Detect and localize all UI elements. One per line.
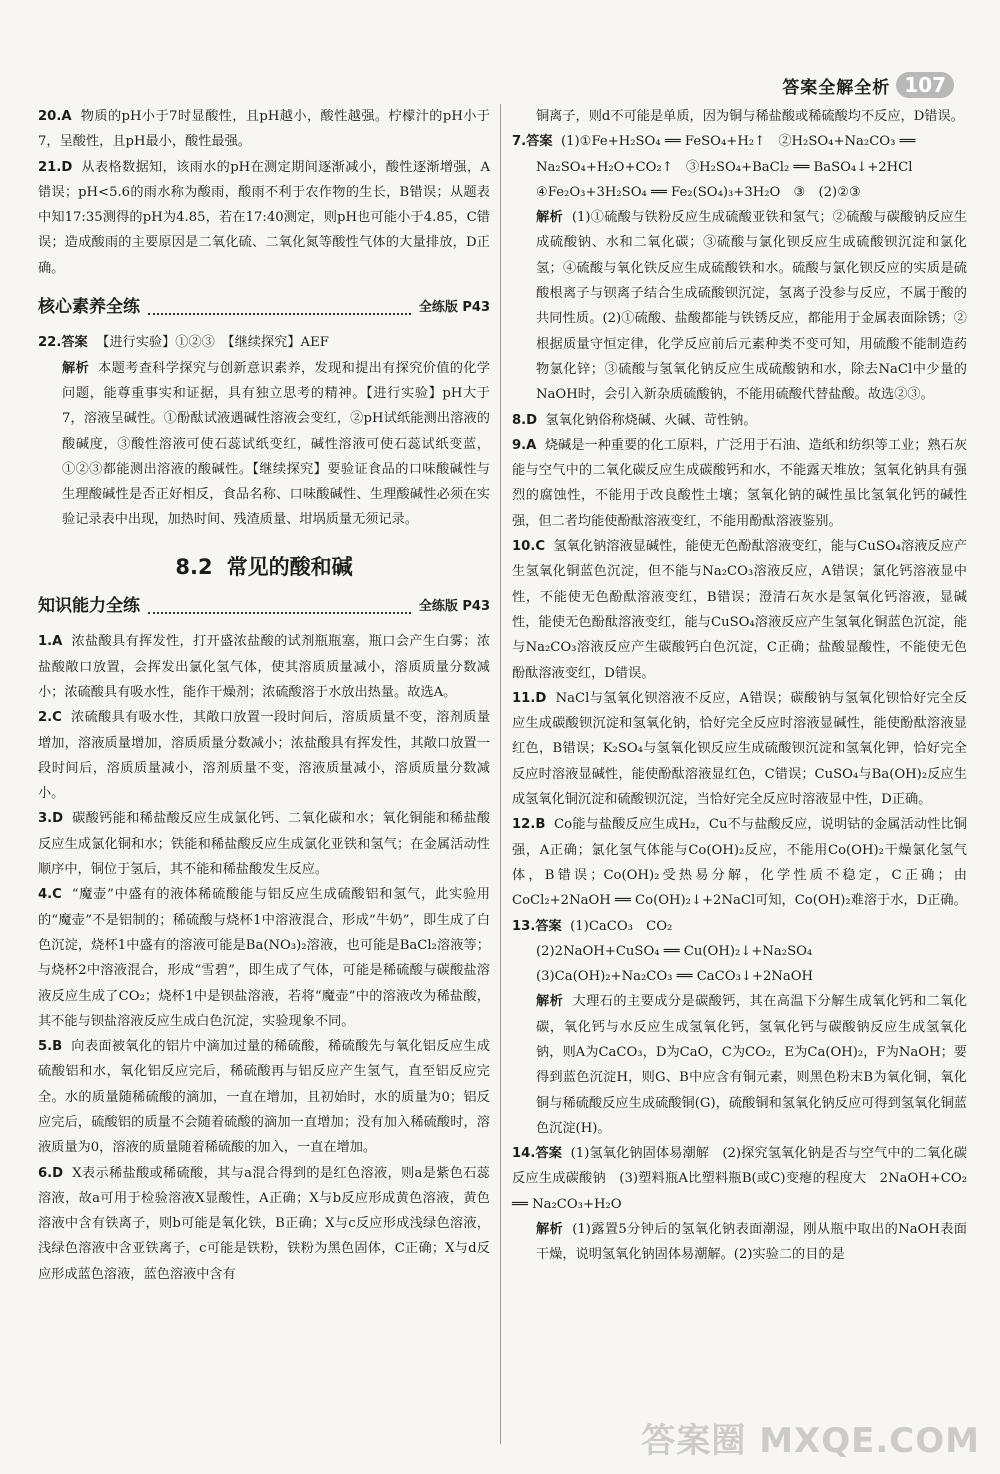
- section-heading-core: [38, 295, 490, 320]
- answer-item-9: 9.A 烧碱是一种重要的化工原料，广泛用于石油、造纸和纺织等工业；熟石灰能与空气中的二氧化碳反应生成碳酸钙和水，不能露天堆放；氢氧化钠具有强烈的腐蚀性，不能用于改良酸性土壤；氢氧化钠的碱性虽比氢氧化钙的碱性强，但二者均能使酚酞溶液变红，不能用酚酞溶液鉴别。: [512, 437, 968, 529]
- analysis-item-14: 解析 (1)露置5分钟后的氢氧化钠表面潮湿，刚从瓶中取出的NaOH表面干燥，说明氢氧化钠固体易潮解。(2)实验二的目的是: [536, 1222, 967, 1263]
- answer-item-6: 6.D X表示稀盐酸或稀硫酸，其与a混合得到的是红色溶液，则a是紫色石蕊溶液，故a可用于检验溶液X显酸性，A正确；X与b反应形成黄色溶液，黄色溶液中含有铁离子，则b可能是氧化铁，B正确；X与c反应形成浅绿色溶液，浅绿色溶液中含亚铁离子，c可能是铁粉，铁粉为黑色固体，C正确；X与d反应形成蓝色溶液，蓝色溶液中含有: [38, 1165, 490, 1282]
- equation-line: Na₂SO₄+H₂O+CO₂↑ ③H₂SO₄+BaCl₂ ══ BaSO₄↓+2HCl: [536, 159, 913, 175]
- continuation-text: 铜离子，则d不可能是单质，因为铜与稀盐酸或稀硫酸均不反应，D错误。: [536, 109, 964, 124]
- answer-item-10: 10.C 氢氧化钠溶液显碱性，能使无色酚酞溶液变红，能与CuSO₄溶液反应产生氢氧化铜蓝色沉淀，但不能与Na₂CO₃溶液反应，A错误；氯化钙溶液显中性，不能使无色酚酞溶液变红，B错误；澄清石灰水是氢氧化钙溶液，显碱性，能使无色酚酞溶液变红，能与CuSO₄溶液反应产生氢氧化铜蓝色沉淀，能与Na₂CO₃溶液反应产生碳酸钙白色沉淀，C正确；盐酸显酸性，不能使无色酚酞溶液变红，D错误。: [512, 539, 968, 681]
- answer-item-21: 21.D 从表格数据知，该雨水的pH在测定期间逐渐减小，酸性逐渐增强，A错误；pH<5.6的雨水称为酸雨，酸雨不利于农作物的生长，B错误；从题表中知17:35测得的pH为4.85，若在17:40测定，则pH也可能小于4.85，C错误；造成酸雨的主要原因是二氧化硫、二氧化氮等酸性气体的大量排放，D正确。: [38, 159, 490, 276]
- answer-item-3: 3.D 碳酸钙能和稀盐酸反应生成氯化钙、二氧化碳和水；氧化铜能和稀盐酸反应生成氯化铜和水；铁能和稀盐酸反应生成氯化亚铁和氢气；在金属活动性顺序中，铜位于氢后，其不能和稀盐酸发生反应。: [38, 811, 491, 878]
- section-title: 核心素养全练: [38, 297, 140, 318]
- answer-item-1: 1.A 浓盐酸具有挥发性，打开盛浓盐酸的试剂瓶瓶塞，瓶口会产生白雾；浓盐酸敞口放置，会挥发出氯化氢气体，使其溶质质量减小，溶质质量分数减小；浓硫酸具有吸水性，能作干燥剂；浓硫酸溶于水放出热量。故选A。: [38, 634, 491, 700]
- answer-item-14: 14.答案 (1)氢氧化钠固体易潮解 (2)探究氢氧化钠是否与空气中的二氧化碳反应生成碳酸钠 (3)塑料瓶A比塑料瓶B(或C)变瘪的程度大 2NaOH+CO₂ ══ Na₂CO₃+H₂O: [512, 1146, 967, 1212]
- chapter-heading: [38, 555, 490, 580]
- answer-item-2: 2.C 浓硫酸具有吸水性，其敞口放置一段时间后，溶质质量不变，溶剂质量增加，溶液质量增加，溶质质量分数减小；浓盐酸具有挥发性，其敞口放置一段时间后，溶质质量减小，溶剂质量不变，溶液质量减小，溶质质量分数减小。: [38, 710, 491, 802]
- answer-item-12: 12.B Co能与盐酸反应生成H₂，Cu不与盐酸反应，说明钴的金属活动性比铜强，A正确；氯化氢气体能与Co(OH)₂反应，不能用Co(OH)₂干燥氯化氢气体，B错误；Co(OH)₂受热易分解，化学性质不稳定，C正确；由CoCl₂+2NaOH ══ Co(OH)₂↓+2NaCl可知，Co(OH)₂难溶于水，D正确。: [512, 817, 967, 909]
- analysis-item-13: 解析 大理石的主要成分是碳酸钙，其在高温下分解生成氧化钙和二氧化碳，氧化钙与水反应生成氢氧化钙，氢氧化钙与碳酸钠反应生成氢氧化钠，则A为CaCO₃，D为CaO，C为CO₂，E为Ca(OH)₂，F为NaOH；要得到蓝色沉淀H，则G、B中应含有铜元素，则黑色粉末B为氧化铜，氧化铜与稀硫酸反应生成硫酸铜(G)，硫酸铜和氢氧化钠反应可得到氢氧化铜蓝色沉淀(H)。: [536, 994, 968, 1136]
- watermark-logo: 答案圈 MXQE.COM: [641, 1421, 980, 1461]
- answer-item-20: 20.A 物质的pH小于7时显酸性，且pH越小，酸性越强。柠檬汁的pH小于7，呈酸性，且pH最小，酸性最强。: [38, 109, 491, 150]
- answer-item-13: 13.答案 (1)CaCO₃ CO₂: [512, 918, 673, 934]
- section-title: 知识能力全练: [38, 596, 140, 617]
- answer-item-4: 4.C “魔壶”中盛有的液体稀硫酸能与铝反应生成硫酸铝和氢气，此实验用的“魔壶”不是铝制的；稀硫酸与烧杯1中溶液混合，形成“牛奶”，即生成了白色沉淀，烧杯1中盛有的溶液可能是Ba(NO₃)₂溶液，也可能是BaCl₂溶液等；与烧杯2中溶液混合，形成“雪碧”，即生成了气体，可能是稀硫酸与碳酸盐溶液反应生成了CO₂；烧杯1中是钡盐溶液，若将“魔壶”中的溶液改为稀盐酸，其不能与钡盐溶液反应生成白色沉淀，实验现象不同。: [38, 887, 490, 1029]
- answer-item-5: 5.B 向表面被氧化的铝片中滴加过量的稀硫酸，稀硫酸先与氧化铝反应生成硫酸铝和水，氧化铝反应完后，稀硫酸再与铝反应产生氢气，直至铝反应完全。水的质量随稀硫酸的滴加，一直在增加，且初始时，水的质量为0；铝反应完后，硫酸铝的质量不会随着硫酸的滴加一直增加；没有加入稀硫酸时，溶液质量为0，溶液的质量随着稀硫酸的加入，一直在增加。: [38, 1039, 490, 1156]
- equation-line: (2)2NaOH+CuSO₄ ══ Cu(OH)₂↓+Na₂SO₄: [536, 943, 813, 959]
- chapter-number: 8.2: [175, 554, 213, 579]
- answer-item-8: 8.D 氢氧化钠俗称烧碱、火碱、苛性钠。: [512, 412, 757, 428]
- left-column: [38, 104, 490, 1287]
- page-header: [782, 72, 954, 98]
- equation-line: ④Fe₂O₃+3H₂SO₄ ══ Fe₂(SO₄)₃+3H₂O ③ (2)②③: [536, 184, 861, 200]
- equation-line: (3)Ca(OH)₂+Na₂CO₃ ══ CaCO₃↓+2NaOH: [536, 969, 814, 985]
- chapter-title: 常见的酸和碱: [226, 554, 353, 579]
- page-number: 107: [896, 72, 954, 98]
- section-heading-knowledge: [38, 594, 490, 619]
- answer-item-11: 11.D NaCl与氢氧化钡溶液不反应，A错误；碳酸钠与氢氧化钡恰好完全反应生成碳酸钡沉淀和氢氧化钠，恰好完全反应时溶液显碱性，能使酚酞溶液显红色，B错误；K₂SO₄与氢氧化钡反应生成硫酸钡沉淀和氢氧化钾，恰好完全反应时溶液显碱性，能使酚酞溶液显红色，C错误；CuSO₄与Ba(OH)₂反应生成氢氧化铜沉淀和硫酸钡沉淀，当恰好完全反应时溶液显中性，D正确。: [512, 690, 968, 808]
- column-divider: [500, 104, 501, 1444]
- right-column: [512, 104, 967, 1268]
- section-version: 全练版 P43: [418, 599, 490, 615]
- answer-item-7: 7.答案 (1)①Fe+H₂SO₄ ══ FeSO₄+H₂↑ ②H₂SO₄+Na₂CO₃ ══: [512, 134, 916, 150]
- answer-item-22: 22.答案 【进行实验】①②③ 【继续探究】AEF: [38, 335, 329, 351]
- section-rule: [148, 612, 411, 614]
- analysis-item-7: 解析 (1)①硫酸与铁粉反应生成硫酸亚铁和氢气；②硫酸与碳酸钠反应生成硫酸钠、水和二氧化碳；③硫酸与氯化钡反应生成硫酸钡沉淀和氯化氢；④硫酸与氧化铁反应生成硫酸铁和水。硫酸与氯化钡反应的实质是硫酸根离子与钡离子结合生成硫酸钡沉淀，氢离子没参与反应，不属于酸的共同性质。(2)①硫酸、盐酸都能与铁锈反应，都能用于金属表面除锈；②根据质量守恒定律，化学反应前后元素种类不变可知，用硫酸不能制造药物氯化锌；③硫酸与氢氧化钠反应生成硫酸钠和水，除去NaCl中少量的NaOH时，会引入新杂质硫酸钠，不能用硫酸代替盐酸。故选②③。: [536, 210, 967, 403]
- section-rule: [148, 313, 411, 315]
- analysis-item-22: 解析 本题考查科学探究与创新意识素养，发现和提出有探究价值的化学问题，能尊重事实和证据，具有独立思考的精神。【进行实验】pH大于7，溶液呈碱性。①酚酞试液遇碱性溶液会变红，②pH试纸能测出溶液的酸碱度，③酸性溶液可使石蕊试纸变红，碱性溶液可使石蕊试纸变蓝，①②③都能测出溶液的酸碱性。【继续探究】要验证食品的口味酸碱性与生理酸碱性是否正好相反，食品名称、口味酸碱性、生理酸碱性必须在实验记录表中出现，加热时间、残渣质量、坩埚质量无须记录。: [62, 360, 491, 528]
- section-version: 全练版 P43: [418, 300, 490, 316]
- header-title: 答案全解全析: [782, 77, 891, 98]
